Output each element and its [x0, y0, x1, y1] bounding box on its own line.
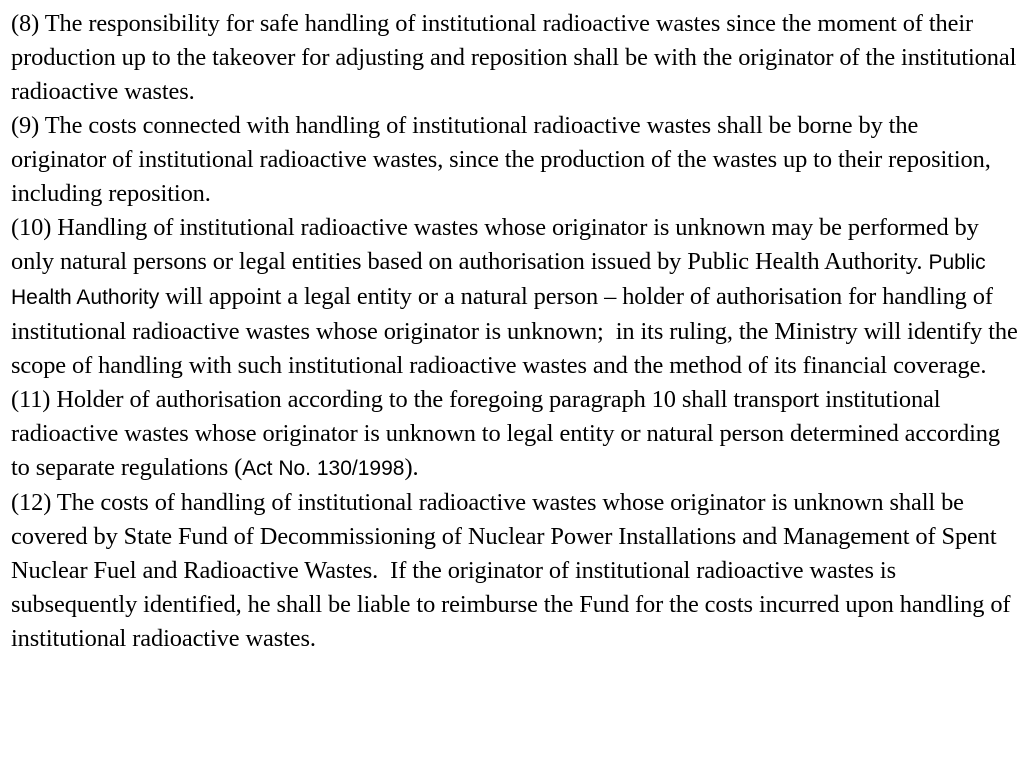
paragraph-11: [11, 383, 1019, 486]
authority-name: Public Health Authority: [11, 251, 992, 309]
paragraph-8: (8) The responsibility for safe handling of institutional radioactive wastes since the moment of their production up to the takeover for adjusting and reposition shall be with the originator of the institutional radioactive wastes.: [11, 10, 1023, 105]
paragraph-9: (9) The costs connected with handling of institutional radioactive wastes shall be borne by the originator of institutional radioactive wastes, since the production of the wastes up to their reposition, including reposition.: [11, 112, 997, 207]
paragraph-10-text-end: will appoint a legal entity or a natural person – holder of authorisation for handling of institutional radioactive wastes whose originator is unknown; in its ruling, the Ministry will identify the scope of handling with such institutional radioactive wastes and the method of its financial coverage.: [11, 283, 1024, 379]
paragraph-12: (12) The costs of handling of institutional radioactive wastes whose originator is unknown shall be covered by State Fund of Decommissioning of Nuclear Power Installations and Management of Spent Nuclear Fuel and Radioactive Wastes. If the originator of institutional radioactive wastes is subsequently identified, he shall be liable to reimburse the Fund for the costs incurred upon handling of institutional radioactive wastes.: [11, 489, 1017, 652]
paragraph-10-text-start: (10) Handling of institutional radioactive wastes whose originator is unknown may be performed by only natural persons or legal entities based on authorisation issued by Public Health Authority.: [11, 214, 985, 275]
paragraph-11-text-end: ).: [404, 454, 419, 481]
document-body: [11, 7, 1024, 656]
act-reference: Act No. 130/1998: [242, 457, 405, 480]
paragraph-10: [11, 211, 1024, 383]
paragraph-11-text-start: (11) Holder of authorisation according to the foregoing paragraph 10 shall transport institutional radioactive wastes whose originator is unknown to legal entity or natural person determined according to separate regulations (: [11, 386, 1006, 481]
